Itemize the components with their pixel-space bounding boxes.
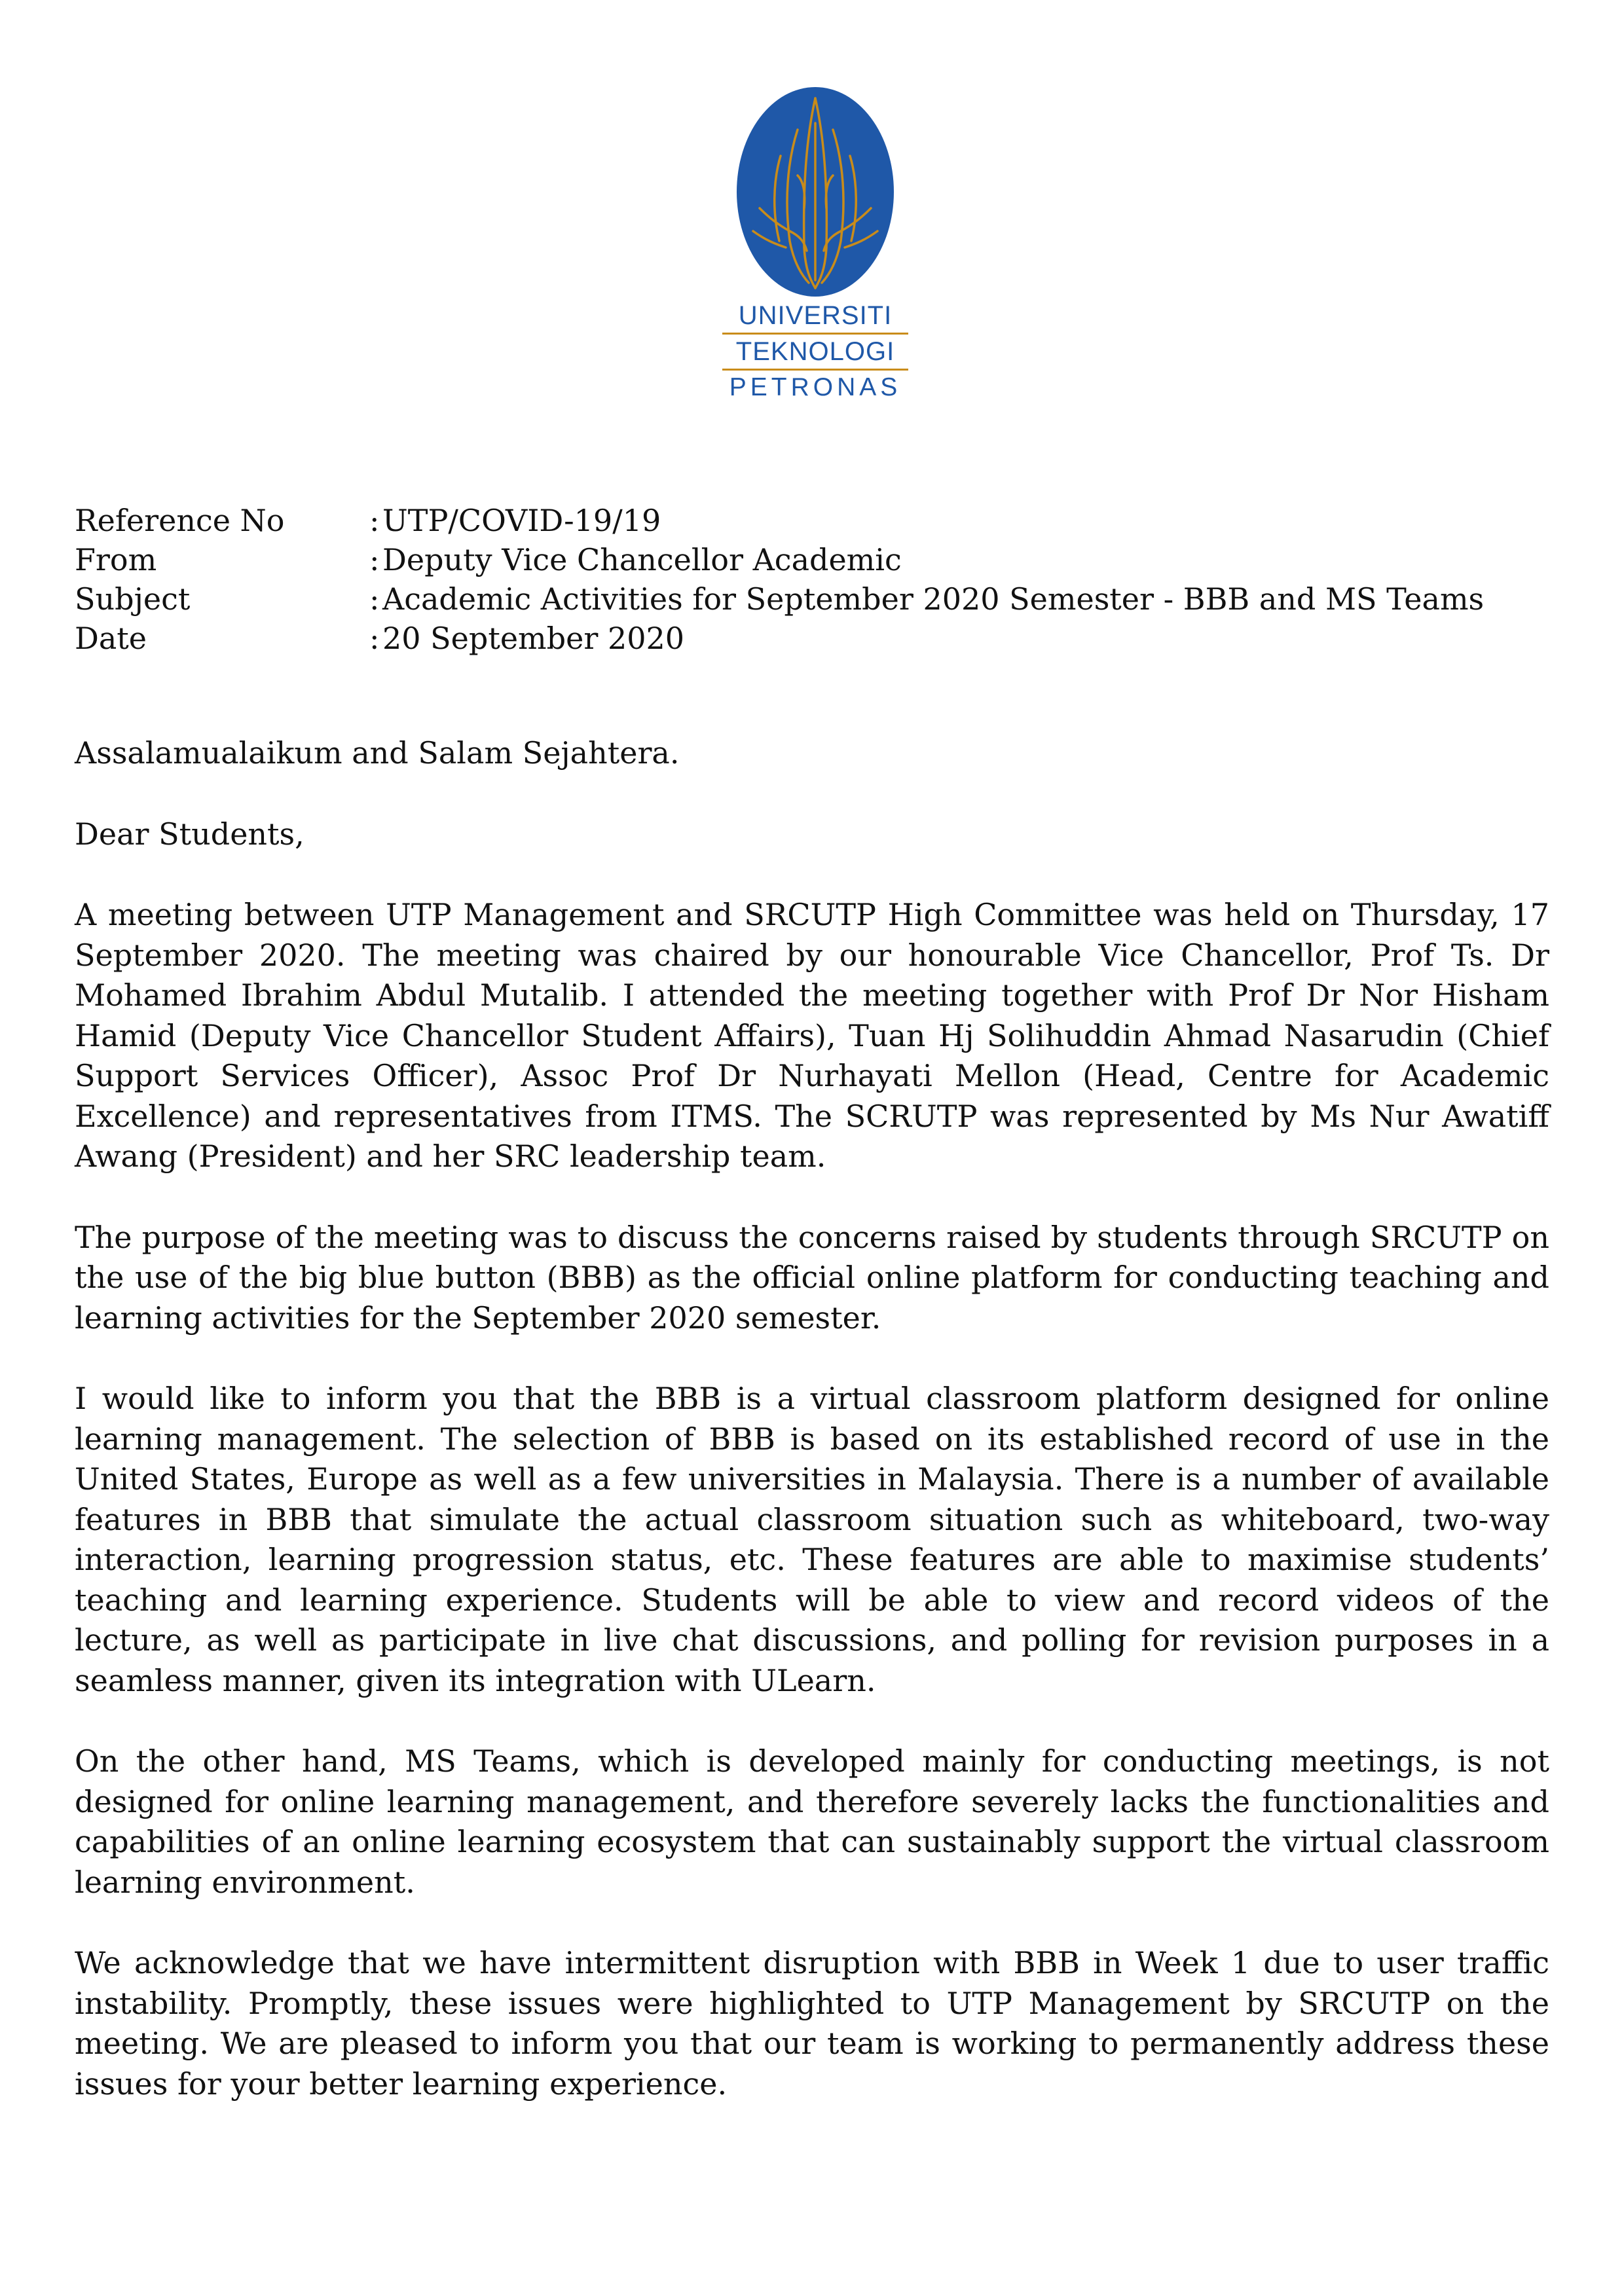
header-separator: : [369, 503, 380, 538]
wordmark-rule-1 [722, 333, 908, 335]
greeting: Assalamualaikum and Salam Sejahtera. [75, 735, 680, 771]
utp-wordmark [717, 302, 913, 400]
header-label: Reference No [75, 503, 285, 538]
wordmark-rule-2 [722, 369, 908, 371]
header-separator: : [369, 621, 380, 656]
header-separator: : [369, 542, 380, 577]
header-value: Deputy Vice Chancellor Academic [382, 542, 902, 577]
header-value: UTP/COVID-19/19 [382, 503, 661, 538]
wordmark-line-3: PETRONAS [729, 373, 902, 401]
paragraph-bbb: I would like to inform you that the BBB is a virtual classroom platform designed for online learning management. The selection of BBB is based on its established record of use in the United States, Europe as well as a few universities in Malaysia. There is a number of available features in BBB that simulate the actual classroom situation such as whiteboard, two-way interaction, learning progression status, etc. These features are able to maximise students’ teaching and learning experience. Students will be able to view and record videos of the lecture, as well as participate in live chat discussions, and polling for revision purposes in a seamless manner, given its integration with ULearn. [75, 1381, 1549, 1698]
header-value: Academic Activities for September 2020 Semester - BBB and MS Teams [382, 581, 1485, 617]
wordmark-line-2: TEKNOLOGI [735, 337, 895, 366]
salutation: Dear Students, [75, 816, 304, 852]
utp-crest-logo [733, 84, 897, 300]
paragraph-purpose: The purpose of the meeting was to discuss the concerns raised by students through SRCUTP on the use of the big blue button (BBB) as the official online platform for conducting teaching and learning activities for the September 2020 semester. [75, 1219, 1549, 1336]
header-separator: : [369, 581, 380, 617]
header-row-subject [75, 579, 1555, 619]
header-row-reference [75, 501, 1555, 540]
paragraph-disruption: We acknowledge that we have intermittent disruption with BBB in Week 1 due to user traffic instability. Promptly, these issues were highlighted to UTP Management by SRCUTP on the meeting. We are pleased to inform you that our team is working to permanently address these issues for your better learning experience. [75, 1945, 1549, 2102]
header-label: Subject [75, 581, 191, 617]
header-row-date [75, 619, 1555, 658]
letter-body [75, 733, 1549, 2104]
header-row-from [75, 540, 1555, 579]
wordmark-line-1: UNIVERSITI [738, 301, 893, 330]
header-label: From [75, 542, 157, 577]
header-value: 20 September 2020 [382, 621, 685, 656]
paragraph-meeting: A meeting between UTP Management and SRCUTP High Committee was held on Thursday, 17 September 2020. The meeting was chaired by our honourable Vice Chancellor, Prof Ts. Dr Mohamed Ibrahim Abdul Mutalib. I attended the meeting together with Prof Dr Nor Hisham Hamid (Deputy Vice Chancellor Student Affairs), Tuan Hj Solihuddin Ahmad Nasarudin (Chief Support Services Officer), Assoc Prof Dr Nurhayati Mellon (Head, Centre for Academic Excellence) and representatives from ITMS. The SCRUTP was represented by Ms Nur Awatiff Awang (President) and her SRC leadership team. [75, 897, 1549, 1174]
header-label: Date [75, 621, 147, 656]
paragraph-ms-teams: On the other hand, MS Teams, which is developed mainly for conducting meetings, is not designed for online learning management, and therefore severely lacks the functionalities and capabilities of an online learning ecosystem that can sustainably support the virtual classroom learning environment. [75, 1743, 1549, 1900]
memo-header [75, 501, 1555, 658]
